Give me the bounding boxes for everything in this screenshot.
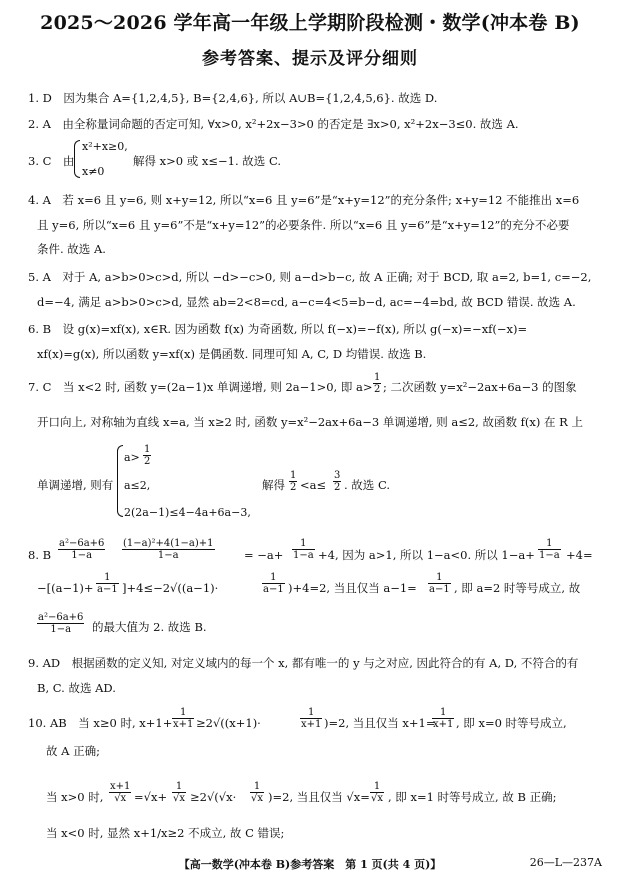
answer-q5-line1: 5. A 对于 A, a>b>0>c>d, 所以 −d>−c>0, 则 a−d>b−c, 故 A 正确; 对于 BCD, 取 a=2, b=1, c=−2, bbox=[28, 270, 592, 284]
q7-condition-3: 2(2a−1)≤4−4a+6a−3, bbox=[124, 506, 251, 519]
q8-inverse-fraction bbox=[96, 572, 119, 595]
fraction-numerator: 1 bbox=[144, 444, 151, 455]
fraction-numerator: 1 bbox=[428, 572, 451, 584]
fraction-numerator: 1 bbox=[250, 781, 264, 793]
fraction-numerator: 1 bbox=[538, 538, 561, 550]
fraction-numerator: 1 bbox=[96, 572, 119, 584]
fraction-numerator: 1 bbox=[300, 707, 322, 719]
answer-q8-line1c: +4= bbox=[566, 548, 593, 562]
answer-q4-line1: 4. A 若 x=6 且 y=6, 则 x+y=12, 所以“x=6 且 y=6”是“x+y=12”的充分条件; x+y=12 不能推出 x=6 bbox=[28, 193, 580, 207]
fraction-numerator: x+1 bbox=[110, 781, 131, 792]
q7-upper-bound-fraction bbox=[333, 470, 341, 493]
answer-q10-line1a: 10. AB 当 x≥0 时, x+1+ bbox=[28, 716, 173, 730]
answer-q9-line1: 9. AD 根据函数的定义知, 对定义域内的每一个 x, 都有唯一的 y 与之对应, 因此符合的有 A, D, 不符合的有 bbox=[28, 656, 579, 670]
fraction-numerator: 1 bbox=[172, 707, 194, 719]
q8-term-fraction-2 bbox=[538, 538, 561, 561]
q10-fraction-1 bbox=[172, 707, 194, 730]
fraction-numerator: 1 bbox=[172, 781, 186, 793]
q3-condition-1: x²+x≥0, bbox=[82, 140, 128, 153]
answer-q7-line2: 开口向上, 对称轴为直线 x=a, 当 x≥2 时, 函数 y=x²−2ax+6a−3 单调递增, 则 a≤2, 故函数 f(x) 在 R 上 bbox=[37, 415, 583, 429]
fraction-numerator: a²−6a+6 bbox=[38, 612, 84, 623]
fraction-denominator: 2 bbox=[334, 482, 341, 493]
q8-sqrt-fraction bbox=[262, 572, 285, 595]
q3-brace bbox=[74, 140, 80, 178]
answer-q10-line3c: ≥2√(√x· bbox=[190, 790, 237, 804]
answer-q8-line2a: −[(a−1)+ bbox=[37, 581, 94, 595]
answer-q6-line2: xf(x)=g(x), 所以函数 y=xf(x) 是偶函数. 同理可知 A, C, D 均错误. 故选 B. bbox=[37, 347, 427, 361]
answer-q7-solve-mid: <a≤ bbox=[300, 478, 327, 492]
fraction-numerator: 1 bbox=[374, 372, 381, 383]
answer-q10-line3a: 当 x>0 时, bbox=[46, 790, 104, 804]
answer-q9-line2: B, C. 故选 AD. bbox=[37, 681, 116, 695]
q10-fraction-2 bbox=[300, 707, 322, 730]
answer-q7-line1a: 7. C 当 x<2 时, 函数 y=(2a−1)x 单调递增, 则 2a−1>0, 即 a> bbox=[28, 380, 373, 394]
answer-q8-line2b: ]+4≤−2√((a−1)· bbox=[122, 581, 219, 595]
answer-q10-line2: 故 A 正确; bbox=[46, 744, 100, 758]
fraction-denominator: 2 bbox=[374, 384, 381, 395]
fraction-denominator: 1−a bbox=[293, 550, 314, 561]
answer-q10-line1b: ≥2√((x+1)· bbox=[196, 716, 261, 730]
q10-fraction-6 bbox=[250, 781, 264, 804]
fraction-numerator: 1 bbox=[292, 538, 315, 550]
answer-q3-label: 3. C 由 bbox=[28, 154, 75, 168]
q7-brace bbox=[117, 445, 123, 517]
q8-equality-fraction bbox=[428, 572, 451, 595]
fraction-numerator: (1−a)²+4(1−a)+1 bbox=[123, 538, 214, 549]
answer-q8-line2d: , 即 a=2 时等号成立, 故 bbox=[454, 581, 581, 595]
answer-q6-line1: 6. B 设 g(x)=xf(x), x∈R. 因为函数 f(x) 为奇函数, 所以 f(−x)=−f(x), 所以 g(−x)=−xf(−x)= bbox=[28, 322, 528, 336]
fraction-denominator: 2 bbox=[290, 482, 297, 493]
answer-q2: 2. A 由全称量词命题的否定可知, ∀x>0, x²+2x−3>0 的否定是 ∃x>0, x²+2x−3≤0. 故选 A. bbox=[28, 117, 519, 131]
answer-q1: 1. D 因为集合 A={1,2,4,5}, B={2,4,6}, 所以 A∪B={1,2,4,5,6}. 故选 D. bbox=[28, 91, 438, 105]
answer-q7-line1b: ; 二次函数 y=x²−2ax+6a−3 的图象 bbox=[383, 380, 577, 394]
q7-condition-1-fraction bbox=[143, 444, 151, 467]
fraction-numerator: 1 bbox=[262, 572, 285, 584]
answer-q10-line3d: )=2, 当且仅当 √x= bbox=[268, 790, 370, 804]
answer-q7-line3: 单调递增, 则有 bbox=[37, 478, 114, 492]
fraction-numerator: 1 bbox=[290, 470, 297, 481]
fraction-numerator: a²−6a+6 bbox=[59, 538, 105, 549]
fraction-denominator: 1−a bbox=[539, 550, 560, 561]
page-footer: 【高一数学(冲本卷 B)参考答案 第 1 页(共 4 页)】 bbox=[178, 858, 442, 871]
answer-q10-line1c: )=2, 当且仅当 x+1= bbox=[324, 716, 436, 730]
fraction-denominator: a−1 bbox=[429, 584, 450, 595]
document-code: 26—L—237A bbox=[529, 856, 602, 869]
fraction-denominator: x+1 bbox=[433, 719, 454, 730]
page-title: 2025～2026 学年高一年级上学期阶段检测・数学(冲本卷 B) bbox=[40, 12, 580, 34]
q3-condition-2: x≠0 bbox=[82, 165, 105, 178]
answer-q10-line3e: , 即 x=1 时等号成立, 故 B 正确; bbox=[388, 790, 557, 804]
q10-fraction-5 bbox=[172, 781, 186, 804]
q8-result-fraction bbox=[37, 612, 84, 635]
fraction-denominator: √x bbox=[371, 793, 384, 804]
answer-q4-line2: 且 y=6, 所以“x=6 且 y=6”不是“x+y=12”的必要条件. 所以“x=6 且 y=6”是“x+y=12”的充分不必要 bbox=[37, 218, 570, 232]
answer-q4-line3: 条件. 故选 A. bbox=[37, 242, 106, 256]
q7-condition-2: a≤2, bbox=[124, 479, 151, 492]
answer-q8-line1a: = −a+ bbox=[244, 548, 284, 562]
fraction-numerator: 1 bbox=[432, 707, 454, 719]
q7-fraction-half bbox=[373, 372, 381, 395]
answer-q7-conclusion: . 故选 C. bbox=[344, 478, 391, 492]
fraction-denominator: 1−a bbox=[71, 550, 93, 561]
fraction-numerator: 1 bbox=[370, 781, 384, 793]
fraction-denominator: √x bbox=[173, 793, 186, 804]
q8-expression-fraction bbox=[58, 538, 105, 561]
fraction-denominator: 1−a bbox=[50, 624, 72, 635]
fraction-denominator: 2 bbox=[144, 456, 151, 467]
q8-rewritten-fraction bbox=[122, 538, 215, 561]
q10-fraction-4 bbox=[109, 781, 131, 804]
answer-q3-conclusion: 解得 x>0 或 x≤−1. 故选 C. bbox=[133, 154, 281, 168]
fraction-denominator: x+1 bbox=[173, 719, 194, 730]
fraction-denominator: a−1 bbox=[263, 584, 284, 595]
page-subtitle: 参考答案、提示及评分细则 bbox=[202, 49, 418, 69]
fraction-denominator: √x bbox=[251, 793, 264, 804]
answer-q5-line2: d=−4, 满足 a>b>0>c>d, 显然 ab=2<8=cd, a−c=4<5=b−d, ac=−4=bd, 故 BCD 错误. 故选 A. bbox=[37, 295, 576, 309]
q10-fraction-3 bbox=[432, 707, 454, 730]
answer-q10-line3b: =√x+ bbox=[134, 790, 168, 804]
fraction-denominator: 1−a bbox=[157, 550, 179, 561]
q8-term-fraction bbox=[292, 538, 315, 561]
fraction-denominator: x+1 bbox=[301, 719, 322, 730]
answer-q8-line2c: )+4=2, 当且仅当 a−1= bbox=[288, 581, 417, 595]
answer-q8-line1b: +4, 因为 a>1, 所以 1−a<0. 所以 1−a+ bbox=[318, 548, 535, 562]
answer-q8-label: 8. B bbox=[28, 548, 52, 562]
fraction-denominator: a−1 bbox=[97, 584, 118, 595]
q10-fraction-7 bbox=[370, 781, 384, 804]
answer-q8-line3: 的最大值为 2. 故选 B. bbox=[92, 620, 207, 634]
answer-q7-solve-label: 解得 bbox=[262, 478, 285, 492]
fraction-numerator: 3 bbox=[334, 470, 341, 481]
q7-lower-bound-fraction bbox=[289, 470, 297, 493]
answer-q10-line4: 当 x<0 时, 显然 x+1/x≥2 不成立, 故 C 错误; bbox=[46, 826, 285, 840]
fraction-denominator: √x bbox=[114, 793, 127, 804]
answer-q10-line1d: , 即 x=0 时等号成立, bbox=[456, 716, 567, 730]
q7-condition-1: a> bbox=[124, 451, 140, 464]
